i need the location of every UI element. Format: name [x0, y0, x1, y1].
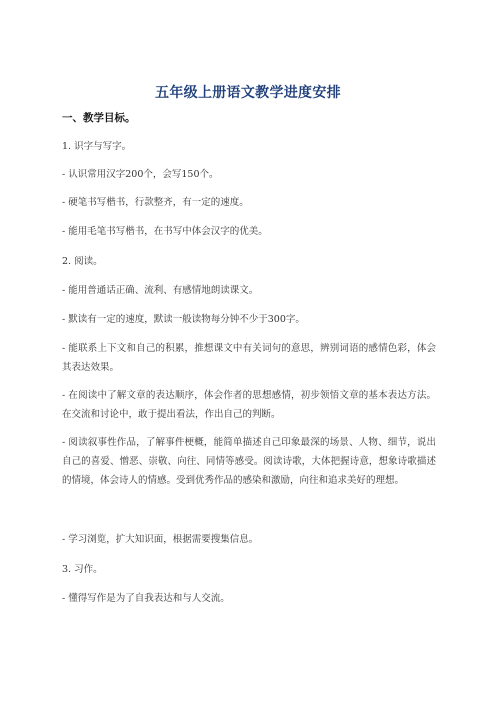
list-item: - 默读有一定的速度，默读一般读物每分钟不少于300字。	[62, 314, 305, 325]
paragraph: - 在阅读中了解文章的表达顺序，体会作者的思想感情，初步领悟文章的基本表达方法。在交流和讨论中，敢于提出看法，作出自己的判断。	[62, 390, 436, 420]
list-item: - 硬笔书写楷书，行款整齐，有一定的速度。	[62, 197, 249, 208]
document-title: 五年级上册语文教学进度安排	[155, 85, 341, 101]
section-heading-teaching-goals: 一、教学目标。	[62, 112, 136, 124]
list-item: - 能用毛笔书写楷书，在书写中体会汉字的优美。	[62, 226, 268, 237]
paragraph: - 阅读叙事性作品，了解事件梗概，能简单描述自己印象最深的场景、人物、细节，说出自己的喜爱、憎恶、崇敬、向往、同情等感受。阅读诗歌，大体把握诗意，想象诗歌描述的情境，体会诗人的情感。受到优秀作品的感染和激励，向往和追求美好的理想。	[62, 437, 436, 486]
subsection-reading: 2. 阅读。	[62, 256, 103, 267]
list-item: - 能用普通话正确、流利、有感情地朗读课文。	[62, 285, 259, 296]
list-item: - 学习浏览，扩大知识面，根据需要搜集信息。	[62, 534, 259, 545]
list-item: - 认识常用汉字200个，会写150个。	[62, 169, 219, 180]
subsection-literacy: 1. 识字与写字。	[62, 141, 132, 152]
paragraph: - 能联系上下文和自己的积累，推想课文中有关词句的意思，辨别词语的感情色彩，体会其表达效果。	[62, 343, 436, 373]
list-item: - 懂得写作是为了自我表达和与人交流。	[62, 593, 230, 604]
subsection-writing: 3. 习作。	[62, 564, 103, 575]
